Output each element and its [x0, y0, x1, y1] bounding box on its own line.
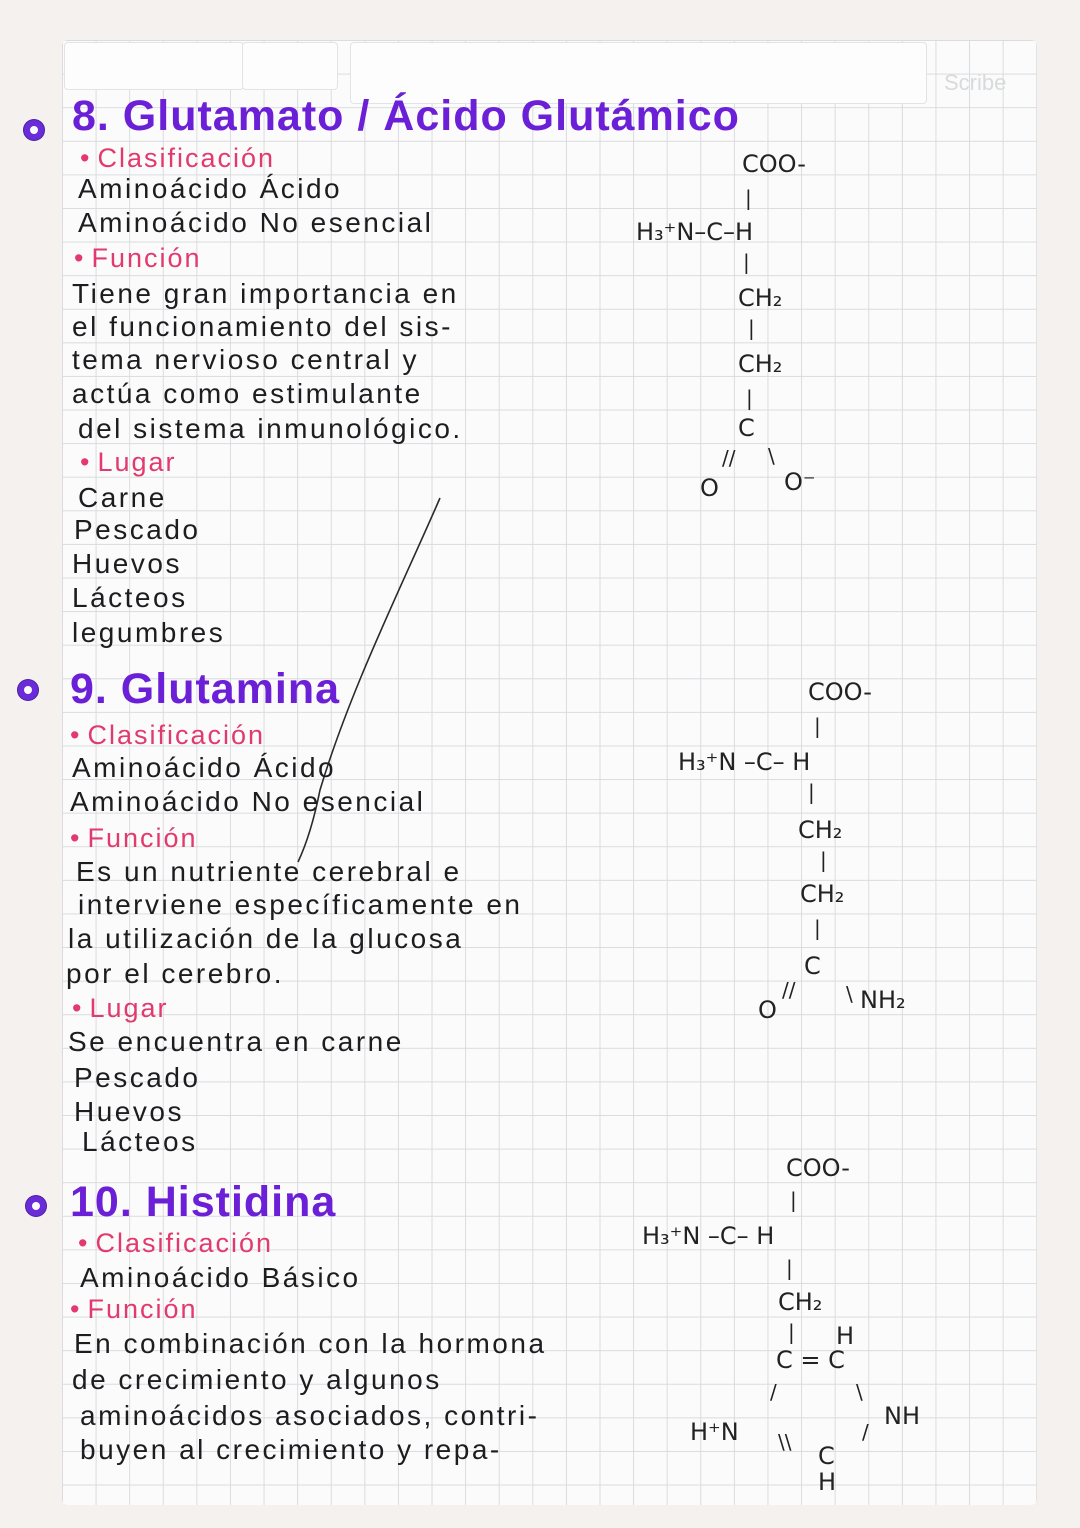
ring-cc: C = C — [776, 1346, 845, 1374]
header-field-1 — [64, 42, 244, 90]
bond: / — [862, 1420, 869, 1444]
text-line: Aminoácido Ácido — [78, 173, 343, 204]
structure-amine: NH₂ — [860, 986, 906, 1014]
bond: | — [743, 250, 750, 274]
bond: / — [770, 1380, 777, 1404]
text-line: del sistema inmunológico. — [78, 413, 463, 444]
bond: \ — [856, 1380, 863, 1404]
classification-label: • Clasificación — [80, 143, 275, 174]
structure-top: COO- — [786, 1154, 850, 1182]
ring-nh: NH — [884, 1402, 920, 1430]
ring-carbon: C — [818, 1442, 835, 1470]
section-bullet-icon — [26, 1196, 46, 1216]
section-bullet-icon — [24, 120, 44, 140]
bond: | — [814, 916, 821, 940]
structure-ch2: CH₂ — [800, 880, 845, 908]
bond: | — [808, 780, 815, 804]
ring-hydrogen: H — [836, 1322, 855, 1350]
structure-top: COO- — [742, 150, 806, 178]
text-line: Pescado — [74, 1062, 201, 1093]
section-bullet-icon — [18, 680, 38, 700]
bond: | — [748, 316, 755, 340]
structure-ch2: CH₂ — [798, 816, 843, 844]
text-line: Lácteos — [82, 1126, 198, 1157]
bond: | — [745, 186, 752, 210]
structure-oxygen-ion: O⁻ — [784, 468, 816, 496]
text-line: aminoácidos asociados, contri- — [80, 1400, 540, 1431]
bond: | — [790, 1188, 797, 1212]
header-field-2 — [242, 42, 338, 90]
function-label: • Función — [74, 243, 202, 274]
section-title: 8. Glutamato / Ácido Glutámico — [72, 92, 740, 140]
bond: | — [786, 1256, 793, 1280]
text-line: Aminoácido Básico — [80, 1262, 361, 1293]
bond: | — [814, 714, 821, 738]
structure-alpha: H₃⁺N –C– H — [642, 1222, 775, 1250]
text-line: Aminoácido No esencial — [78, 207, 434, 238]
text-line: Huevos — [74, 1096, 184, 1127]
ring-nitrogen-ion: H⁺N — [690, 1418, 739, 1446]
structure-ch2: CH₂ — [778, 1288, 823, 1316]
text-line: de crecimiento y algunos — [72, 1364, 442, 1395]
text-line: la utilización de la glucosa — [68, 923, 464, 954]
text-line: Lácteos — [72, 582, 188, 613]
text-line: Aminoácido No esencial — [70, 786, 426, 817]
ring-carbon-hydrogen: H — [818, 1468, 837, 1496]
single-bond: \ — [768, 444, 775, 468]
structure-ch2: CH₂ — [738, 350, 783, 378]
text-line: Huevos — [72, 548, 182, 579]
text-line: actúa como estimulante — [72, 378, 423, 409]
structure-top: COO- — [808, 678, 872, 706]
structure-oxygen: O — [758, 996, 777, 1024]
text-line: interviene específicamente en — [78, 889, 523, 920]
place-label: • Lugar — [80, 447, 177, 478]
text-line: Pescado — [74, 514, 201, 545]
structure-carbon: C — [804, 952, 821, 980]
function-label: • Función — [70, 1294, 198, 1325]
text-line: Es un nutriente cerebral e — [76, 856, 462, 887]
double-bond: \\ — [778, 1430, 792, 1454]
structure-oxygen: O — [700, 474, 719, 502]
structure-carbon: C — [738, 414, 755, 442]
text-line: Carne — [78, 482, 167, 513]
text-line: Tiene gran importancia en — [72, 278, 459, 309]
double-bond: // — [722, 446, 736, 470]
double-bond: // — [782, 978, 796, 1002]
section-title: 9. Glutamina — [70, 665, 341, 713]
bond: | — [820, 848, 827, 872]
structure-ch2: CH₂ — [738, 284, 783, 312]
function-label: • Función — [70, 823, 198, 854]
bond: | — [746, 386, 753, 410]
text-line: por el cerebro. — [66, 958, 285, 989]
text-line: En combinación con la hormona — [74, 1328, 547, 1359]
classification-label: • Clasificación — [78, 1228, 273, 1259]
text-line: buyen al crecimiento y repa- — [80, 1434, 502, 1465]
brand-watermark: Scribe — [944, 70, 1007, 95]
text-line: Se encuentra en carne — [68, 1026, 404, 1057]
section-title: 10. Histidina — [70, 1178, 337, 1226]
classification-label: • Clasificación — [70, 720, 265, 751]
text-line: legumbres — [72, 617, 226, 648]
text-line: Aminoácido Ácido — [72, 752, 337, 783]
single-bond: \ — [846, 982, 853, 1006]
text-line: tema nervioso central y — [72, 344, 419, 375]
text-line: el funcionamiento del sis- — [72, 311, 453, 342]
structure-alpha: H₃⁺N–C–H — [636, 218, 754, 246]
place-label: • Lugar — [72, 993, 169, 1024]
structure-alpha: H₃⁺N –C– H — [678, 748, 811, 776]
bond: | — [788, 1320, 795, 1344]
